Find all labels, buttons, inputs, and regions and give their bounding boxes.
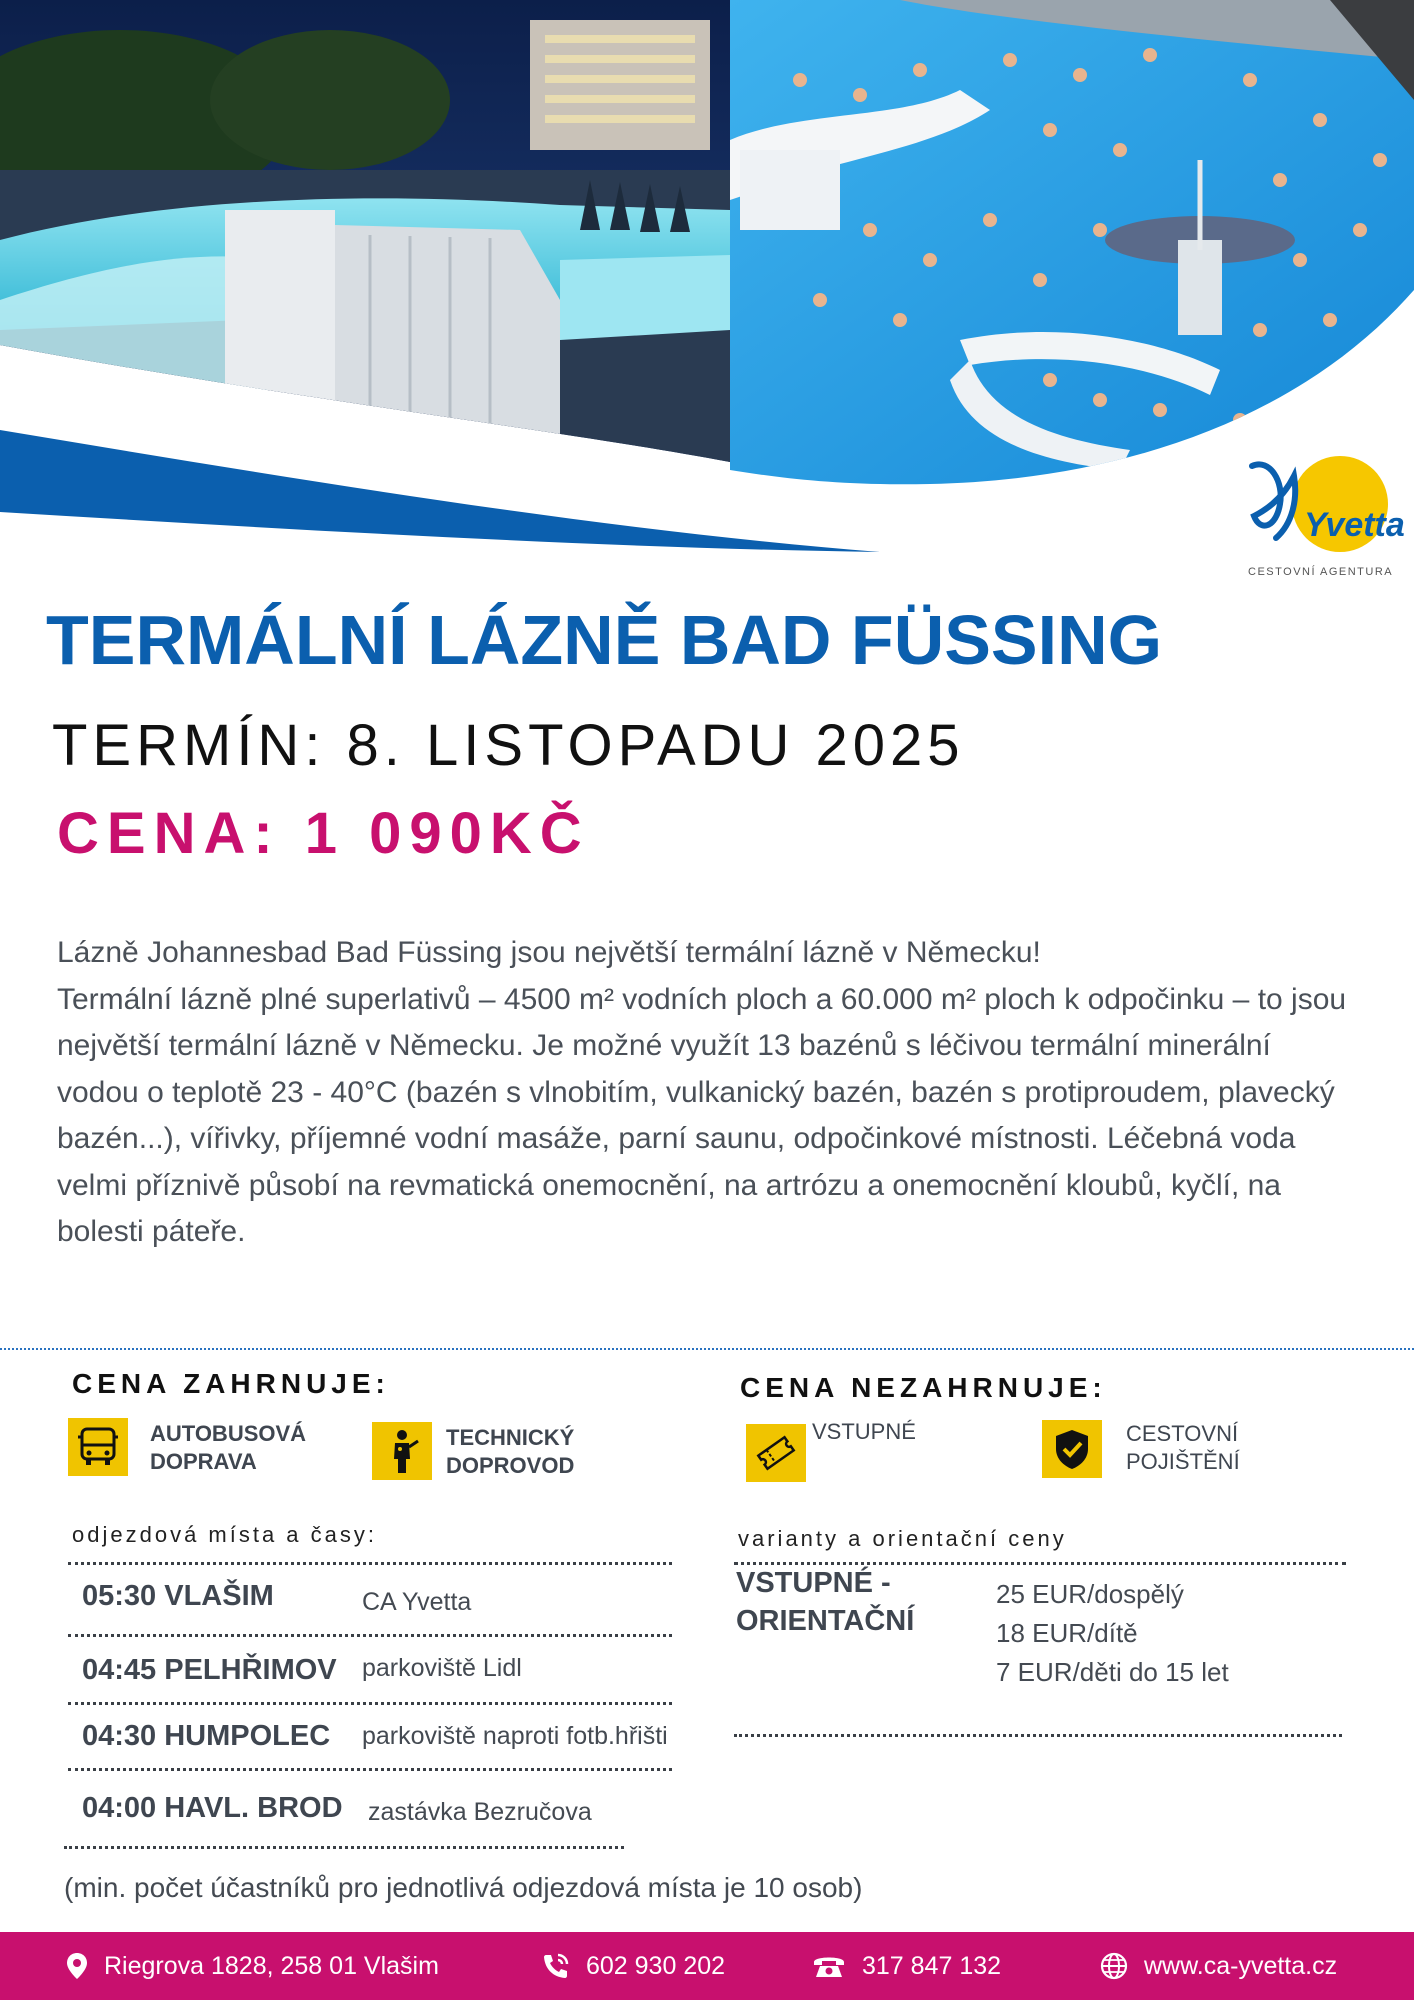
departure-time: 04:30 HUMPOLEC (82, 1720, 331, 1752)
location-pin-icon (66, 1952, 88, 1980)
divider-dotted (68, 1562, 672, 1565)
description (57, 930, 1357, 1256)
svg-text:Yvetta: Yvetta (1304, 506, 1405, 544)
telephone-icon (812, 1952, 846, 1980)
divider-dotted (68, 1702, 672, 1705)
description-line-2: Termální lázně plné superlativů – 4500 m² vodních ploch a 60.000 m² ploch k odpočinku – to jsou největší termální lázně v Německu. Je možné využít 13 bazénů s léčivou termální minerální vodou o teplotě 23 - 40°C (bazén s vlnobitím, vulkanický bazén, bazén s protiproudem, plavecký bazén...), vířivky, příjemné vodní masáže, parní saunu, odpočinkové místnosti. Léčebná voda velmi příznivě působí na revmatická onemocnění, na artrózu a onemocnění kloubů, kyčlí, na bolesti páteře. (57, 982, 1347, 1248)
departure-time: 05:30 VLAŠIM (82, 1580, 274, 1612)
departure-place: parkoviště Lidl (362, 1654, 522, 1682)
excludes-item-insurance: CESTOVNÍ POJIŠTĚNÍ (1126, 1421, 1240, 1474)
variant-price: 25 EUR/dospělý (996, 1579, 1184, 1609)
footer-address: Riegrova 1828, 258 01 Vlašim (66, 1932, 439, 2000)
divider-dotted (734, 1734, 1342, 1737)
footer-mobile[interactable]: 602 930 202 (540, 1932, 725, 2000)
contact-footer (0, 1932, 1414, 2000)
excludes-heading: CENA NEZAHRNUJE: (740, 1372, 1107, 1403)
departure-time: 04:00 HAVL. BROD (82, 1792, 343, 1824)
variant-prices (996, 1575, 1229, 1692)
term-date: TERMÍN: 8. LISTOPADU 2025 (52, 713, 965, 778)
divider-dotted (68, 1768, 672, 1771)
globe-icon (1100, 1952, 1128, 1980)
variant-price: 7 EUR/děti do 15 let (996, 1657, 1229, 1687)
excludes-item-entry: VSTUPNÉ (812, 1419, 916, 1444)
divider-dotted (68, 1634, 672, 1637)
departure-time: 04:45 PELHŘIMOV (82, 1654, 337, 1686)
description-line-1: Lázně Johannesbad Bad Füssing jsou největší termální lázně v Německu! (57, 936, 1041, 969)
day-pool-photo (730, 0, 1414, 490)
departures-heading: odjezdová místa a časy: (72, 1522, 378, 1547)
variant-price: 18 EUR/dítě (996, 1618, 1138, 1648)
shield-icon (1042, 1420, 1102, 1478)
logo-subtitle: CESTOVNÍ AGENTURA (1248, 566, 1394, 578)
includes-item-bus: AUTOBUSOVÁ DOPRAVA (150, 1421, 307, 1474)
bus-icon (68, 1418, 128, 1476)
variant-label: VSTUPNÉ - ORIENTAČNÍ (736, 1567, 915, 1637)
footer-web[interactable]: www.ca-yvetta.cz (1100, 1932, 1337, 2000)
page-title: TERMÁLNÍ LÁZNĚ BAD FÜSSING (46, 601, 1163, 679)
departure-place: CA Yvetta (362, 1588, 472, 1616)
includes-item-guide: TECHNICKÝ DOPROVOD (446, 1425, 575, 1478)
price: CENA: 1 090KČ (57, 801, 590, 866)
yvetta-logo (1240, 452, 1405, 582)
guide-icon (372, 1422, 432, 1480)
ticket-icon (746, 1424, 806, 1482)
footer-phone[interactable]: 317 847 132 (812, 1932, 1001, 2000)
variants-heading: varianty a orientační ceny (738, 1526, 1067, 1551)
includes-heading: CENA ZAHRNUJE: (72, 1368, 390, 1399)
hero-photo-collage (0, 0, 1414, 560)
divider-dotted (64, 1846, 624, 1849)
departure-place: parkoviště naproti fotb.hřišti (362, 1722, 668, 1750)
participants-note: (min. počet účastníků pro jednotlivá odjezdová místa je 10 osob) (64, 1872, 863, 1903)
night-pool-photo (0, 0, 730, 470)
phone-call-icon (540, 1952, 570, 1980)
section-divider (0, 1348, 1414, 1350)
departure-place: zastávka Bezručova (368, 1798, 592, 1826)
